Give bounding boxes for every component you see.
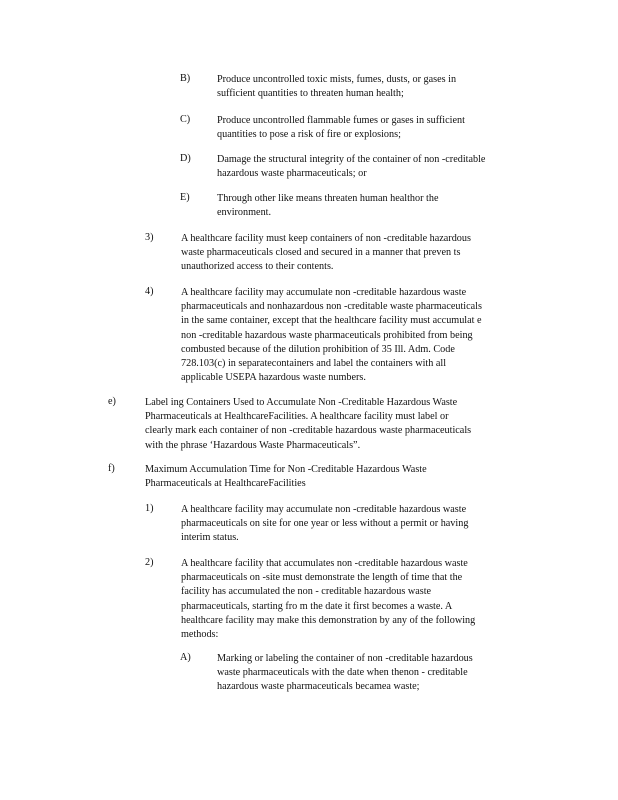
text-line: A healthcare facility may accumulate non -creditable hazardous waste: [181, 287, 467, 298]
text-line: applicable USEPA hazardous waste numbers.: [181, 372, 366, 384]
text-line: interim status.: [181, 532, 239, 544]
item-marker: C): [180, 114, 191, 125]
item-marker: D): [180, 153, 191, 164]
item-text: [217, 73, 502, 101]
section-text: [145, 396, 513, 453]
text-line: waste pharmaceuticals with the date when thenon - creditable: [217, 667, 468, 679]
item-text: [217, 652, 512, 695]
item-text: [217, 114, 507, 142]
section-marker: e): [108, 396, 116, 407]
text-line: 728.103(c) in separatecontainers and label the containers with all: [181, 358, 447, 370]
text-line: healthcare facility may make this demonstration by any of the following: [181, 614, 476, 626]
text-line: quantities to pose a risk of fire or explosions;: [217, 129, 401, 141]
text-line: A healthcare facility may accumulate non -creditable hazardous waste: [181, 504, 467, 515]
text-line: Produce uncontrolled toxic mists, fumes, dusts, or gases in: [217, 74, 457, 85]
text-line: Through other like means threaten human healthor the: [217, 193, 439, 204]
text-line: facility has accumulated the non - creditable hazardous waste: [181, 586, 432, 598]
text-line: sufficient quantities to threaten human health;: [217, 88, 404, 100]
section-marker: f): [108, 463, 115, 474]
item-marker: 3): [145, 232, 154, 243]
item-marker: 2): [145, 557, 154, 568]
text-line: unauthorized access to their contents.: [181, 261, 334, 273]
text-line: clearly mark each container of non -creditable hazardous waste pharmaceuticals: [145, 425, 472, 437]
text-line: with the phrase ‘Hazardous Waste Pharmaceuticals”.: [145, 439, 361, 451]
text-line: environment.: [217, 207, 272, 219]
text-line: Pharmaceuticals at HealthcareFacilities. A healthcare facility must label or: [145, 411, 449, 423]
section-text: [145, 463, 475, 491]
text-line: Marking or labeling the container of non -creditable hazardous: [217, 653, 473, 664]
text-line: Maximum Accumulation Time for Non -Creditable Hazardous Waste: [145, 464, 427, 475]
item-text: [217, 153, 527, 181]
item-text: [181, 503, 518, 546]
item-marker: B): [180, 73, 191, 84]
text-line: waste pharmaceuticals closed and secured in a manner that preven ts: [181, 247, 461, 259]
text-line: Label ing Containers Used to Accumulate Non -Creditable Hazardous Waste: [145, 397, 458, 408]
text-line: pharmaceuticals, starting fro m the date it first becomes a waste. A: [181, 600, 453, 612]
item-text: [181, 557, 523, 642]
text-line: pharmaceuticals on -site must demonstrate the length of time that the: [181, 572, 463, 584]
text-line: non -creditable hazardous waste pharmaceuticals prohibited from being: [181, 329, 473, 341]
text-line: A healthcare facility that accumulates non -creditable hazardous waste: [181, 558, 468, 569]
text-line: Damage the structural integrity of the container of non -creditable: [217, 154, 486, 165]
text-line: Produce uncontrolled flammable fumes or gases in sufficient: [217, 115, 465, 126]
text-line: Pharmaceuticals at HealthcareFacilities: [145, 478, 306, 490]
text-line: A healthcare facility must keep containers of non -creditable hazardous: [181, 233, 471, 244]
item-marker: A): [180, 652, 191, 663]
text-line: combusted because of the dilution prohibition of 35 Ill. Adm. Code: [181, 343, 455, 355]
item-text: [181, 232, 516, 275]
text-line: pharmaceuticals on site for one year or less without a permit or having: [181, 518, 469, 530]
item-marker: 1): [145, 503, 154, 514]
text-line: in the same container, except that the healthcare facility must accumulat e: [181, 315, 482, 327]
text-line: hazardous waste pharmaceuticals; or: [217, 168, 367, 180]
item-marker: E): [180, 192, 190, 203]
item-marker: 4): [145, 286, 154, 297]
text-line: hazardous waste pharmaceuticals becamea waste;: [217, 681, 420, 693]
item-text: [181, 286, 533, 385]
item-text: [217, 192, 482, 220]
text-line: methods:: [181, 629, 219, 641]
text-line: pharmaceuticals and nonhazardous non -creditable waste pharmaceuticals: [181, 301, 482, 313]
